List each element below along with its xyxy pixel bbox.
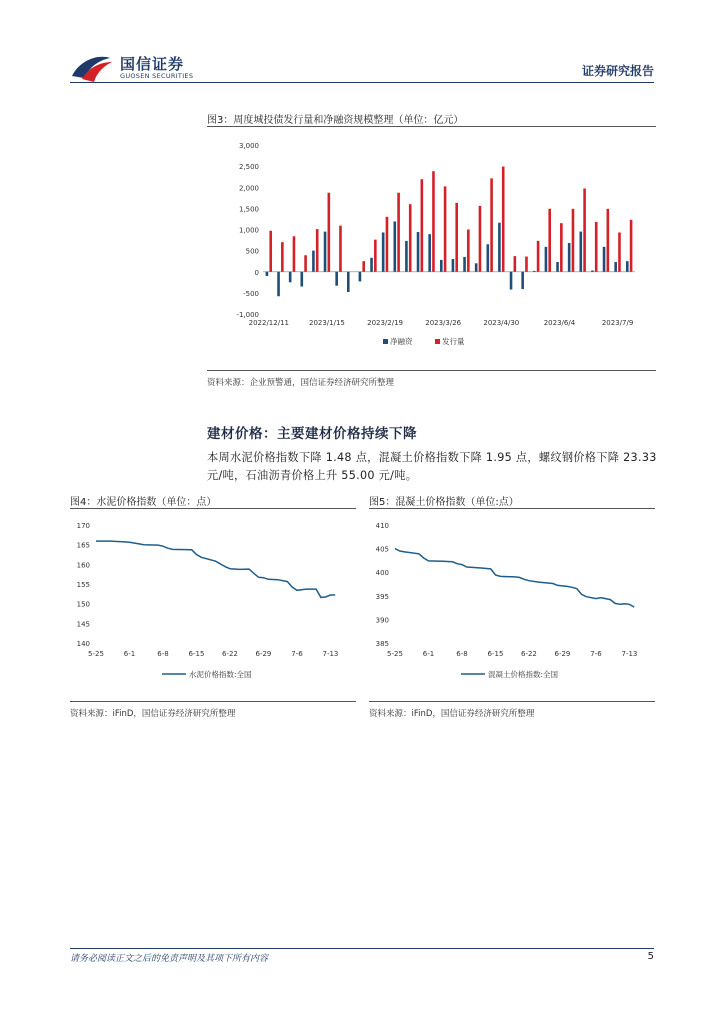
y-tick-label: 2,000: [238, 184, 259, 193]
y-tick-label: 385: [375, 640, 389, 648]
x-tick-label: 2023/3/26: [425, 319, 462, 327]
figure4-chart: [70, 512, 356, 698]
net-financing-bar: [393, 221, 396, 271]
net-financing-bar: [277, 272, 280, 297]
issuance-bar: [618, 232, 621, 271]
issuance-bar: [572, 209, 575, 272]
x-tick-label: 6-8: [157, 650, 169, 658]
figure5-top-rule: [369, 508, 655, 509]
x-tick-label: 2023/2/19: [367, 319, 404, 327]
figure4-bottom-rule: [70, 701, 356, 702]
figure3-chart: [207, 128, 656, 368]
y-tick-label: 405: [375, 545, 389, 554]
issuance-bar: [397, 193, 400, 272]
y-tick-label: 145: [76, 620, 90, 629]
x-tick-label: 2023/6/4: [543, 319, 576, 327]
net-financing-bar: [533, 271, 536, 272]
net-financing-bar: [626, 261, 629, 272]
net-financing-bar: [347, 272, 350, 292]
issuance-bar: [455, 203, 458, 272]
y-tick-label: 0: [254, 268, 259, 277]
x-tick-label: 2023/7/9: [601, 319, 634, 327]
net-financing-bar: [510, 272, 513, 290]
x-tick-label: 6-22: [222, 650, 238, 658]
y-tick-label: 390: [375, 616, 389, 625]
legend-label-issuance: 发行量: [442, 337, 465, 346]
guosen-logo: [70, 50, 210, 84]
y-tick-label: 395: [375, 592, 389, 601]
figure5-source: 资料来源：iFinD，国信证券经济研究所整理: [369, 709, 535, 719]
header-divider: [70, 82, 654, 83]
report-type-label: 证券研究报告: [581, 64, 654, 78]
x-tick-label: 6-15: [188, 650, 205, 658]
x-tick-label: 5-25: [387, 650, 403, 658]
y-tick-label: 165: [76, 541, 90, 550]
issuance-bar: [560, 223, 563, 272]
legend-swatch-net-financing: [383, 339, 388, 344]
net-financing-bar: [382, 232, 385, 271]
issuance-bar: [607, 209, 610, 272]
issuance-bar: [630, 220, 633, 272]
issuance-bar: [421, 179, 424, 272]
y-tick-label: 155: [76, 581, 90, 589]
issuance-bar: [444, 186, 447, 271]
y-tick-label: 150: [76, 600, 90, 609]
legend-swatch-issuance: [435, 339, 440, 344]
x-tick-label: 7-13: [621, 650, 638, 658]
y-tick-label: 1,000: [238, 226, 259, 235]
figure4-top-rule: [70, 508, 356, 509]
y-tick-label: 2,500: [238, 163, 259, 172]
x-tick-label: 6-15: [487, 650, 504, 658]
x-tick-label: 7-6: [291, 650, 303, 658]
net-financing-bar: [579, 232, 582, 272]
net-financing-bar: [545, 247, 548, 272]
y-tick-label: 410: [375, 522, 389, 530]
x-tick-label: 6-29: [554, 650, 571, 658]
section-heading: 建材价格：主要建材价格持续下降: [207, 426, 417, 442]
issuance-bar: [304, 255, 307, 271]
legend-label: 水泥价格指数:全国: [189, 670, 252, 679]
net-financing-bar: [591, 270, 594, 271]
net-financing-bar: [359, 272, 362, 282]
net-financing-bar: [312, 251, 315, 272]
x-tick-label: 2023/1/15: [308, 319, 345, 327]
x-tick-label: 6-29: [255, 650, 272, 658]
net-financing-bar: [452, 259, 455, 272]
logo-name-en: GUOSEN SECURITIES: [120, 72, 194, 80]
issuance-bar: [490, 178, 493, 271]
net-financing-bar: [405, 241, 408, 272]
issuance-bar: [281, 242, 284, 272]
x-tick-label: 6-1: [422, 650, 435, 658]
guosen-logo-icon: [70, 50, 114, 84]
legend-label: 混凝土价格指数:全国: [488, 670, 559, 679]
net-financing-bar: [300, 272, 303, 287]
net-financing-bar: [324, 232, 327, 272]
y-tick-label: 160: [76, 561, 90, 570]
series-line: [395, 549, 634, 608]
x-tick-label: 2022/12/11: [248, 319, 289, 327]
issuance-bar: [316, 229, 319, 272]
issuance-bar: [386, 217, 389, 272]
x-tick-label: 6-1: [123, 650, 136, 658]
issuance-bar: [432, 171, 435, 272]
net-financing-bar: [498, 223, 501, 272]
issuance-bar: [467, 230, 470, 272]
issuance-bar: [269, 231, 272, 272]
series-line: [96, 541, 335, 597]
y-tick-label: 400: [375, 569, 389, 578]
net-financing-bar: [335, 272, 338, 286]
x-tick-label: 6-8: [456, 650, 468, 658]
issuance-bar: [514, 256, 517, 272]
x-tick-label: 7-6: [590, 650, 602, 658]
y-tick-label: 500: [245, 247, 259, 256]
net-financing-bar: [568, 243, 571, 272]
issuance-bar: [502, 167, 505, 272]
figure3-source: 资料来源：企业预警通，国信证券经济研究所整理: [207, 378, 395, 388]
net-financing-bar: [486, 244, 489, 271]
issuance-bar: [339, 226, 342, 272]
figure3-title: 图3：周度城投债发行量和净融资规模整理（单位：亿元）: [207, 115, 464, 126]
net-financing-bar: [614, 262, 617, 272]
net-financing-bar: [417, 232, 420, 272]
legend-label-net-financing: 净融资: [390, 337, 413, 346]
net-financing-bar: [521, 272, 524, 289]
figure5-chart: [369, 512, 655, 698]
figure4-title: 图4：水泥价格指数（单位：点）: [70, 497, 217, 508]
section-body-text: 本周水泥价格指数下降 1.48 点，混凝土价格指数下降 1.95 点，螺纹钢价格下降 23.33 元/吨，石油沥青价格上升 55.00 元/吨。: [207, 451, 657, 482]
page-number: 5: [647, 951, 654, 962]
net-financing-bar: [603, 247, 606, 272]
figure3-top-rule: [207, 126, 656, 127]
issuance-bar: [537, 241, 540, 272]
footer-divider: [70, 948, 654, 949]
x-tick-label: 6-22: [521, 650, 537, 658]
issuance-bar: [409, 204, 412, 272]
net-financing-bar: [475, 263, 478, 271]
issuance-bar: [374, 240, 377, 272]
issuance-bar: [362, 261, 365, 272]
figure5-title: 图5：混凝土价格指数（单位:点）: [369, 497, 519, 508]
issuance-bar: [595, 222, 598, 272]
y-tick-label: 3,000: [238, 142, 259, 150]
net-financing-bar: [289, 272, 292, 283]
net-financing-bar: [463, 257, 466, 272]
figure5-bottom-rule: [369, 701, 655, 702]
issuance-bar: [293, 236, 296, 271]
net-financing-bar: [440, 260, 443, 272]
figure4-source: 资料来源：iFinD，国信证券经济研究所整理: [70, 709, 236, 719]
issuance-bar: [328, 193, 331, 272]
issuance-bar: [479, 206, 482, 272]
y-tick-label: -500: [243, 289, 259, 298]
x-tick-label: 2023/4/30: [483, 319, 520, 327]
issuance-bar: [583, 189, 586, 272]
x-tick-label: 7-13: [322, 650, 339, 658]
net-financing-bar: [428, 234, 431, 272]
y-tick-label: -1,000: [236, 311, 259, 319]
net-financing-bar: [266, 272, 269, 276]
y-tick-label: 140: [76, 640, 90, 648]
net-financing-bar: [556, 262, 559, 272]
y-tick-label: 170: [76, 522, 90, 530]
footer-disclaimer: 请务必阅读正文之后的免责声明及其项下所有内容: [70, 954, 269, 964]
logo-name-cn: 国信证券: [120, 55, 185, 73]
issuance-bar: [525, 257, 528, 272]
issuance-bar: [548, 209, 551, 272]
y-tick-label: 1,500: [238, 205, 259, 214]
x-tick-label: 5-25: [88, 650, 104, 658]
net-financing-bar: [370, 258, 373, 272]
figure3-bottom-rule: [207, 370, 656, 371]
